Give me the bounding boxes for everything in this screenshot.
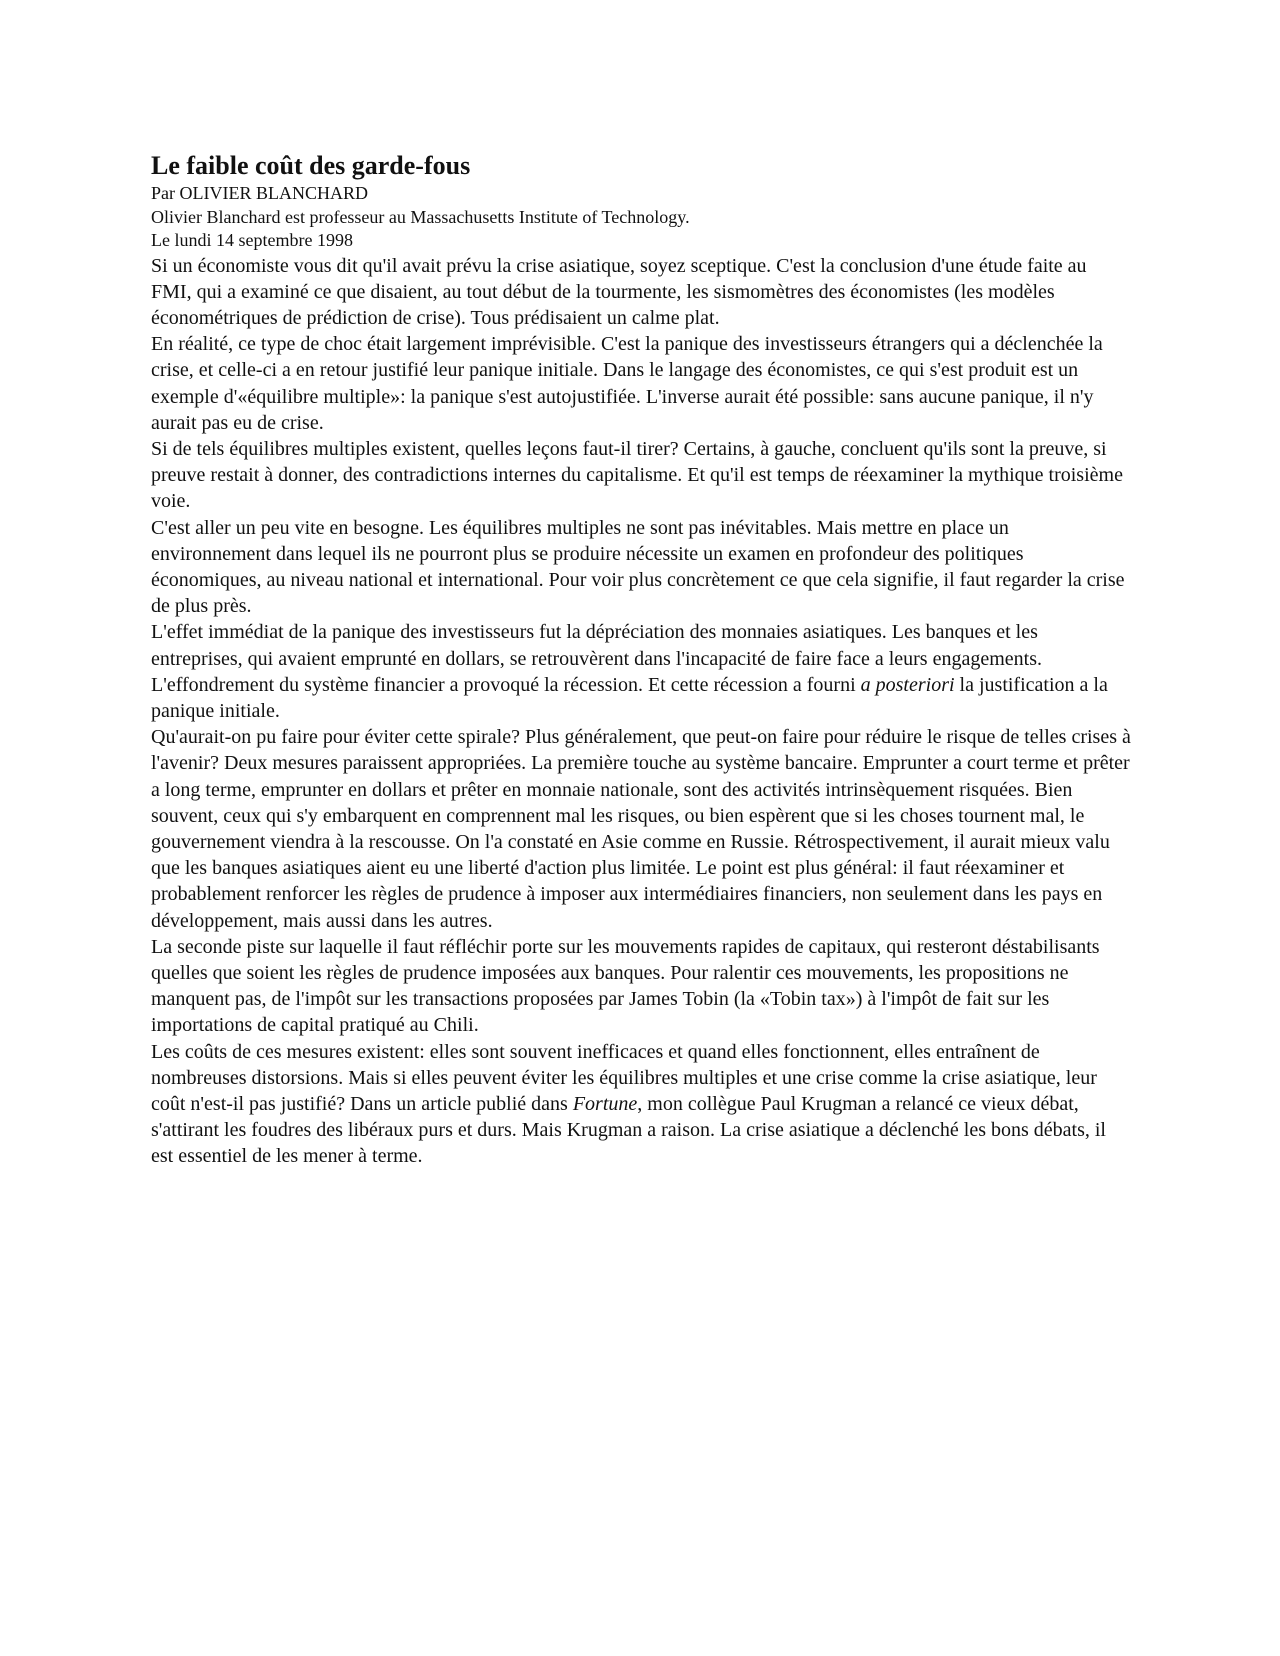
article-date: Le lundi 14 septembre 1998 [151,230,353,250]
paragraph-5 [151,619,1131,724]
paragraph-8-text: Les coûts de ces mesures existent: elles sont souvent inefficaces et quand elles fonctionnent, elles entraînent de nombreuses distorsions. Mais si elles peuvent éviter les équilibres multiples et une crise comme la crise asiatique, leur coût n'est-il pas justifié? Dans un article publié dans [151,1040,1097,1115]
paragraph-3: Si de tels équilibres multiples existent, quelles leçons faut-il tirer? Certains, à gauche, concluent qu'ils sont la preuve, si preuve restait à donner, des contradictions internes du capitalisme. Et qu'il est temps de réexaminer la mythique troisième voie. [151,437,1123,513]
paragraph-7: La seconde piste sur laquelle il faut réfléchir porte sur les mouvements rapides de capitaux, qui resteront déstabilisants quelles que soient les règles de prudence imposées aux banques. Pour ralentir ces mouvements, les propositions ne manquent pas, de l'impôt sur les transactions proposées par James Tobin (la «Tobin tax») à l'impôt de fait sur les importations de capital pratiqué au Chili. [151,935,1100,1037]
paragraph-6: Qu'aurait-on pu faire pour éviter cette spirale? Plus généralement, que peut-on faire pour réduire le risque de telles crises à l'avenir? Deux mesures paraissent appropriées. La première touche au système bancaire. Emprunter a court terme et prêter a long terme, emprunter en dollars et prêter en monnaie nationale, sont des activités intrinsèquement risquées. Bien souvent, ceux qui s'y embarquent en comprennent mal les risques, ou bien espèrent que si les choses tournent mal, le gouvernement viendra à la rescousse. On l'a constaté en Asie comme en Russie. Rétrospectivement, il aurait mieux valu que les banques asiatiques aient eu une liberté d'action plus limitée. Le point est plus général: il faut réexaminer et probablement renforcer les règles de prudence à imposer aux intermédiaires financiers, non seulement dans les pays en développement, mais aussi dans les autres. [151,726,1131,932]
article-body [151,253,1131,1170]
article-byline: Par OLIVIER BLANCHARD [151,183,368,203]
article-title: Le faible coût des garde-fous [151,151,471,180]
paragraph-4: C'est aller un peu vite en besogne. Les équilibres multiples ne sont pas inévitables. Mais mettre en place un environnement dans lequel ils ne pourront plus se produire nécessite un examen en profondeur des politiques économiques, au niveau national et international. Pour voir plus concrètement ce que cela signifie, il faut regarder la crise de plus près. [151,516,1125,618]
paragraph-8-text-end: , mon collègue Paul Krugman a relancé ce vieux débat, s'attirant les foudres des libéraux purs et durs. Mais Krugman a raison. La crise asiatique a déclenché les bons débats, il est essentiel de les mener à terme. [151,1093,1106,1168]
paragraph-8-italic: Fortune [572,1093,638,1115]
article [151,150,1131,1170]
paragraph-2: En réalité, ce type de choc était largement imprévisible. C'est la panique des investisseurs étrangers qui a déclenchée la crise, et celle-ci a en retour justifié leur panique initiale. Dans le langage des économistes, ce qui s'est produit est un exemple d'«équilibre multiple»: la panique s'est autojustifiée. L'inverse aurait été possible: sans aucune panique, il n'y aurait pas eu de crise. [151,333,1103,434]
author-note: Olivier Blanchard est professeur au Massachusetts Institute of Technology. [151,206,690,227]
paragraph-5-text-end: la justification a la panique initiale. [151,673,1108,722]
paragraph-1: Si un économiste vous dit qu'il avait prévu la crise asiatique, soyez sceptique. C'est la conclusion d'une étude faite au FMI, qui a examiné ce que disaient, au tout début de la tourmente, les sismomètres des économistes (les modèles économétriques de prédiction de crise). Tous prédisaient un calme plat. [151,254,1087,329]
paragraph-8 [151,1039,1131,1170]
paragraph-5-italic: a posteriori [860,673,955,696]
paragraph-5-text: L'effet immédiat de la panique des investisseurs fut la dépréciation des monnaies asiatiques. Les banques et les entreprises, qui avaient emprunté en dollars, se retrouvèrent dans l'incapacité de faire face a leurs engagements. L'effondrement du système financier a provoqué la récession. Et cette récession a fourni [151,621,1042,696]
